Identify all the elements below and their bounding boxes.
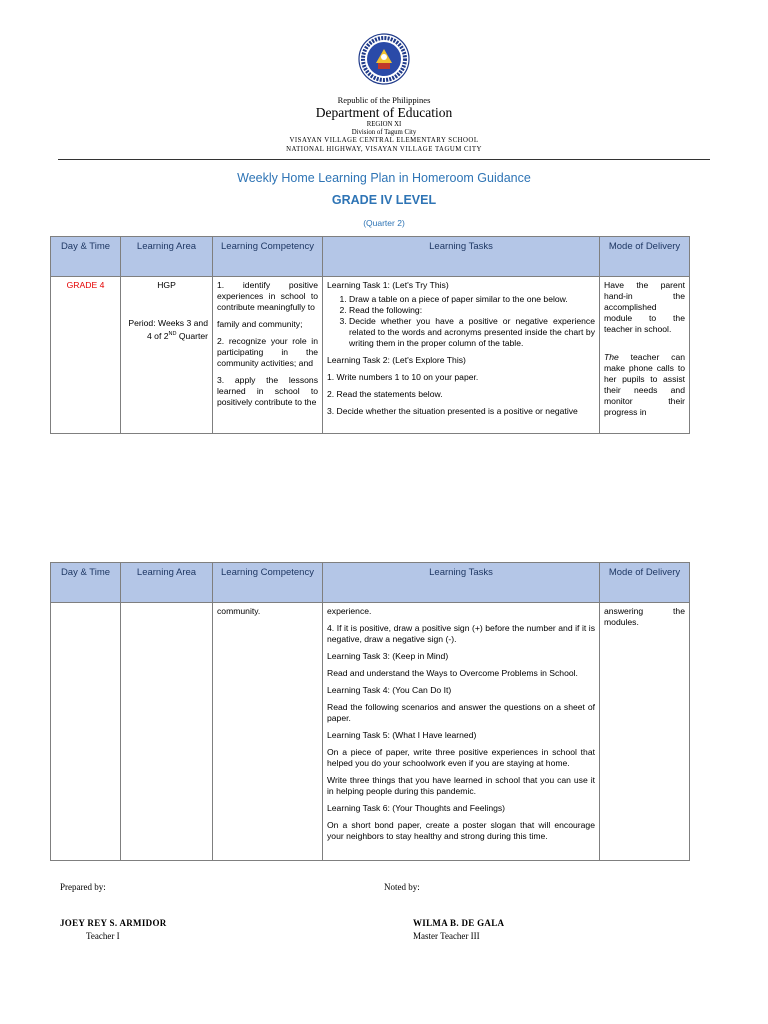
competency-1: 1. identify positive experiences in school to contribute meaningfully to xyxy=(217,280,318,312)
plan-table-2 xyxy=(50,562,690,861)
col-tasks: Learning Tasks xyxy=(323,563,600,603)
tasks-cell xyxy=(323,277,600,434)
tasks-cell xyxy=(323,603,600,861)
task-text: 4. If it is positive, draw a positive sign (+) before the number and if it is negative, draw a negative sign (-). xyxy=(327,623,595,644)
col-delivery: Mode of Delivery xyxy=(600,237,690,277)
task5-text: On a piece of paper, write three positive experiences in school that helped you do your schoolwork even if you are staying at home. xyxy=(327,747,595,768)
deped-seal-icon xyxy=(358,33,410,85)
delivery-text-2: The teacher can make phone calls to her pupils to assist their needs and monitor their progress in xyxy=(604,352,685,417)
col-day-time: Day & Time xyxy=(51,563,121,603)
task1-title: Learning Task 1: (Let's Try This) xyxy=(327,280,449,290)
noted-by-name: WILMA B. DE GALA xyxy=(413,918,505,928)
table-row xyxy=(51,277,690,434)
task2-step: 2. Read the statements below. xyxy=(327,389,443,399)
competency-1b: family and community; xyxy=(217,319,303,329)
table-header-row xyxy=(51,237,690,277)
noted-by-title: Master Teacher III xyxy=(413,931,480,941)
republic-line: Republic of the Philippines xyxy=(337,95,431,105)
task4-text: Read the following scenarios and answer the questions on a sheet of paper. xyxy=(327,702,595,723)
col-learning-area: Learning Area xyxy=(121,563,213,603)
department-name: Department of Education xyxy=(315,105,453,120)
task3-title: Learning Task 3: (Keep in Mind) xyxy=(327,651,449,661)
plan-title: Weekly Home Learning Plan in Homeroom Guidance xyxy=(237,171,531,185)
division-line: Division of Tagum City xyxy=(351,129,417,136)
prepared-by-title: Teacher I xyxy=(86,931,120,941)
task3-text: Read and understand the Ways to Overcome Problems in School. xyxy=(327,668,578,678)
task5-title: Learning Task 5: (What I Have learned) xyxy=(327,730,477,740)
task1-item: 2. Read the following: xyxy=(349,305,595,316)
noted-by-label: Noted by: xyxy=(384,882,420,892)
task2-title: Learning Task 2: (Let's Explore This) xyxy=(327,355,466,365)
col-competency: Learning Competency xyxy=(213,563,323,603)
grade-cell: GRADE 4 xyxy=(51,277,121,434)
col-tasks: Learning Tasks xyxy=(323,237,600,277)
col-competency: Learning Competency xyxy=(213,237,323,277)
task4-title: Learning Task 4: (You Can Do It) xyxy=(327,685,452,695)
day-cell xyxy=(51,603,121,861)
quarter-label: (Quarter 2) xyxy=(363,218,405,228)
plan-table-1 xyxy=(50,236,690,434)
competency-cell xyxy=(213,603,323,861)
header-divider xyxy=(58,159,710,160)
table-row xyxy=(51,603,690,861)
delivery-cell xyxy=(600,277,690,434)
grade-level: GRADE IV LEVEL xyxy=(331,193,437,207)
task6-text: On a short bond paper, create a poster slogan that will encourage your neighbors to stay healthy and strong during this time. xyxy=(327,820,595,841)
area-cell xyxy=(121,603,213,861)
period-label: Period: Weeks 3 and 4 of 2ND Quarter xyxy=(128,318,208,341)
school-address: NATIONAL HIGHWAY, VISAYAN VILLAGE TAGUM CITY xyxy=(286,146,482,153)
table-header-row xyxy=(51,563,690,603)
area-cell xyxy=(121,277,213,434)
task1-item: 1. Draw a table on a piece of paper similar to the one below. xyxy=(349,294,595,305)
col-day-time: Day & Time xyxy=(51,237,121,277)
competency-2: 2. recognize your role in participating in the community activities; and xyxy=(217,336,318,368)
competency-cell xyxy=(213,277,323,434)
delivery-cell xyxy=(600,603,690,861)
task1-list xyxy=(327,294,595,349)
task2-step: 3. Decide whether the situation presented is a positive or negative xyxy=(327,406,578,416)
task-text: experience. xyxy=(327,606,372,616)
prepared-by-name: JOEY REY S. ARMIDOR xyxy=(60,918,167,928)
task5-text: Write three things that you have learned in school that you can use it in helping people during this pandemic. xyxy=(327,775,595,796)
competency-3: 3. apply the lessons learned in school to positively contribute to the xyxy=(217,375,318,407)
col-learning-area: Learning Area xyxy=(121,237,213,277)
competency-text: community. xyxy=(217,606,261,616)
area-label: HGP xyxy=(157,280,176,290)
school-name: VISAYAN VILLAGE CENTRAL ELEMENTARY SCHOOL xyxy=(289,137,479,144)
col-delivery: Mode of Delivery xyxy=(600,563,690,603)
task2-step: 1. Write numbers 1 to 10 on your paper. xyxy=(327,372,479,382)
delivery-text-1: Have the parent hand-in the accomplished module to the teacher in school. xyxy=(604,280,685,334)
task6-title: Learning Task 6: (Your Thoughts and Feelings) xyxy=(327,803,506,813)
region-line: REGION XI xyxy=(366,121,402,128)
prepared-by-label: Prepared by: xyxy=(60,882,106,892)
task1-item: 3. Decide whether you have a positive or negative experience related to the words and acronyms presented inside the chart by writing them in the proper column of the table. xyxy=(349,316,595,349)
delivery-text: answering the modules. xyxy=(604,606,685,627)
